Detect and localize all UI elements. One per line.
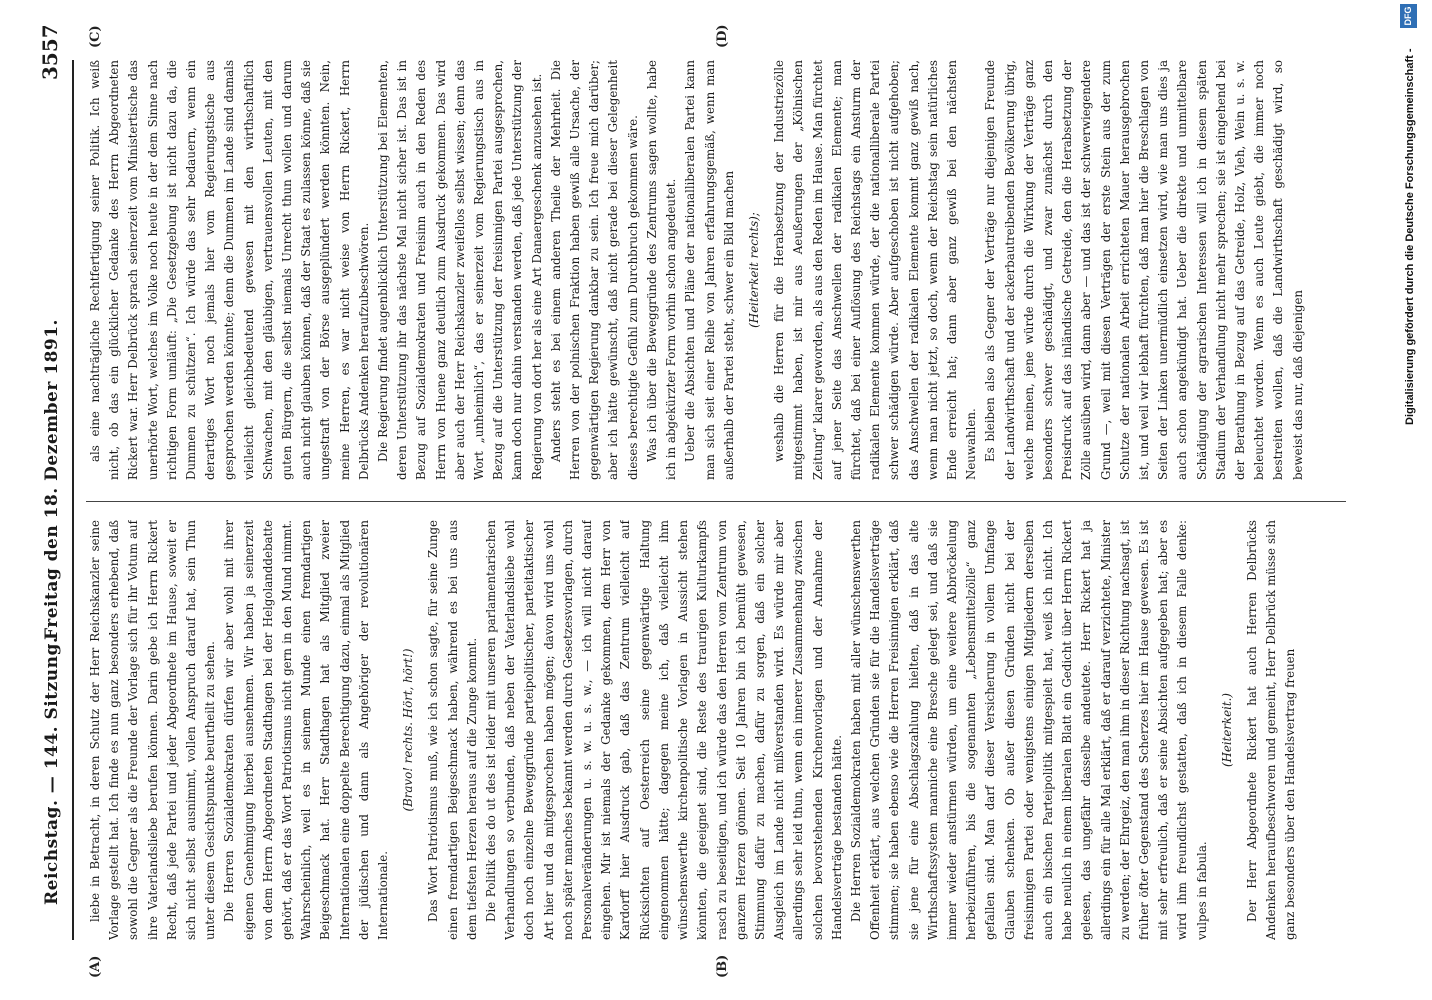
- paragraph: als eine nachträgliche Rechtfertigung seiner Politik. Ich weiß nicht, ob das ein glücklicher Gedanke des Herrn Abgeordneten Rickert war. Herr Delbrück sprach seinerzeit vom Ministertische das unerhörte Wort, welches im Volke noch heute in der dem Sinne nach richtigen Form umläuft: „Die Gesetzgebung ist nicht dazu da, die Dummen zu schützen“. Ich würde das sehr bedauern, wenn ein derartiges Wort noch jemals hier vom Regierungstische aus gesprochen werden könnte; denn die Dummen im Lande sind damals vielleicht gleichbedeutend gewesen mit den wirthschaftlich Schwachen, mit den gläubigen, vertrauensvollen Leuten, mit den guten Bürgern, die selbst niemals Unrecht thun wollen und darum auch nicht glauben können, daß der Staat es zulassen könne, daß sie ungestraft von der Börse ausgeplündert werden könnten. Nein, meine Herren, es war nicht weise von Herrn Rickert, Herrn Delbrücks Andenken heraufzubeschwören.: [88, 60, 371, 480]
- paragraph: Die Herren Sozialdemokraten haben mit aller wünschenswerthen Offenheit erklärt, aus welchen Gründen sie für die Handelsverträge stimmen; sie haben ebenso wie die Herren Freisinnigen erklärt, daß sie jene für eine Abschlagszahlung hielten, daß in das alte Wirthschaftssystem manniche eine Bresche gelegt sei, und daß sie immer wieder anstürmen würden, um eine weitere Abbröckelung herbeizuführen, bis die sogenannten „Lebensmittelzölle“ ganz gefallen sind. Man darf dieser Versicherung in vollem Umfange Glauben schenken. Ob außer diesen Gründen nicht bei der freisinnigen Partei oder wenigstens einigen Mitgliedern derselben auch ein bischen Parteipolitik mitgespielt hat, weiß ich nicht. Ich habe neulich in einem liberalen Blatt ein Gedicht über Herrn Rickert gelesen, das ungefähr dasselbe andeutete. Herr Rickert hat ja allerdings ein für alle Mal erklärt, daß er darauf verzichtete, Minister zu werden; der Ehrgeiz, den man ihm in dieser Richtung nachsagt, ist früher öfter Gegenstand des Scherzes hier im Hause gewesen. Es ist mit sehr erfreulich, daß er seine Absichten aufgegeben hat; aber es wird ihm freundlichst gestatten, daß ich in diesem Falle denke: vulpes in fabula.: [848, 520, 1209, 940]
- paragraph: Ueber die Absichten und Pläne der nationalliberalen Partei kann man sich seit einer Reihe von Jahren erfahrungsgemäß, wenn man außerhalb der Partei steht, schwer ein Bild machen: [683, 60, 736, 480]
- paragraph: Das Wort Patriotismus muß, wie ich schon sagte, für seine Zunge einen fremdartigen Beigeschmack haben, während es bei uns aus dem tiefsten Herzen heraus auf die Zunge kommt.: [426, 520, 479, 940]
- interjection: (Heiterkeit.): [1219, 693, 1234, 768]
- interjection: (Heiterkeit rechts);: [746, 212, 761, 328]
- column-divider: [86, 501, 1346, 502]
- margin-marker-c: (C): [88, 25, 103, 48]
- left-column: [86, 520, 1346, 940]
- paragraph: weshalb die Herren für die Herabsetzung der Industriezölle mitgestimmt haben, ist mir aus Aeußerungen der „Kölnischen Zeitung“ klarer geworden, als aus den Reden im Hause. Man fürchtet auf jener Seite das Anschwellen der radikalen Elemente; man fürchtet, daß bei einer Auflösung des Reichstags ein Ansturm der radikalen Elemente kommen würde, der die nationalliberale Partei schwer schädigen würde. Aber aufgeschoben ist nicht aufgehoben; das Anschwellen der radikalen Elemente kommt ganz gewiß nach, wenn man nicht jetzt, so doch, wenn der Reichstag sein natürliches Ende erreicht hat; dann aber ganz gewiß bei den nächsten Neuwahlen.: [772, 60, 979, 480]
- right-column: [86, 60, 1346, 480]
- paragraph: Es bleiben also als Gegner der Verträge nur diejenigen Freunde der Landwirthschaft und der ackerbautreibenden Bevölkerung übrig, welche meinen, jene würde durch die Wirkung der Verträge ganz besonders schwer geschädigt, und zwar zunächst durch den Preisdruck auf das inländische Getreide, den die Herabsetzung der Zölle ausüben wird, dann aber — und das ist der schwerwiegendere Grund —, weil mit diesen Verträgen der erste Stein aus der zum Schutze der nationalen Arbeit errichteten Mauer herausgebrochen ist, und weil wir lebhaft fürchten, daß man hier die Breschlagen von Seiten der Linken unermüdlich einsetzen wird, wie man uns dies ja auch schon angekündigt hat. Ueber die direkte und unmittelbare Schädigung der agrarischen Interessen will ich in diesem späten Stadium der Verhandlung nicht mehr sprechen; sie ist eingehend bei der Berathung in Bezug auf das Getreide, Holz, Vieh, Wein u. s. w. beleuchtet worden. Wenn es auch Leute giebt, die immer noch bestreiten wollen, daß die Landwirthschaft geschädigt wird, so beweist das nur, daß diejenigen: [983, 60, 1305, 480]
- paragraph: Die Regierung findet augenblicklich Unterstützung bei Elementen, deren Unterstützung ihr das nächste Mal nicht sicher ist. Das ist in Bezug auf Sozialdemokraten und Freisinn auch in den Reden des Herrn von Huene ganz deutlich zum Ausdruck gekommen. Das wird aber auch der Herr Reichskanzler zweifellos selbst wissen; denn das Wort „unheimlich“, das er seinerzeit vom Regierungstisch aus in Bezug auf die Unterstützung der freisinnigen Partei ausgesprochen, kann doch nur dahin verstanden werden, daß jede Unterstützung der Regierung von dort her als eine Art Danaergeschenk anzusehen ist.: [376, 60, 544, 480]
- paragraph: Der Herr Abgeordnete Rickert hat auch Herren Delbrücks Andenken heraufbeschworen und gemeint, Herr Delbrück müsse sich ganz besonders über den Handelsvertrag freuen: [1244, 520, 1298, 940]
- paragraph: Anders steht es bei einem anderen Theile der Mehrheit. Die Herren von der polnischen Fraktion haben gewiß alle Ursache, der gegenwärtigen Regierung dankbar zu sein. Ich freue mich darüber; aber ich hätte gewünscht, daß nicht gerade bei dieser Gelegenheit dieses berechtigte Gefühl zum Durchbruch gekommen wäre.: [548, 60, 640, 480]
- interjection: (Bravo! rechts. Hört, hört!): [401, 648, 416, 812]
- paragraph: Die Politik des do ut des ist leider mit unseren parlamentarischen Verhandlungen so verbunden, daß neben der Vaterlandsliebe wohl doch noch einzelne Beweggründe parteipolitischer, parteitaktischer Art hier und da mitgesprochen haben mögen; davon wird uns wohl noch später manches bekannt werden durch Gesetzesvorlagen, durch Personalveränderungen u. s. w. u. s. w., — ich will nicht darauf eingehen. Mir ist niemals der Gedanke gekommen, dem Herr von Kardorff hier Ausdruck gab, daß das Zentrum vielleicht auf Rücksichten auf Oesterreich seine gegenwärtige Haltung eingenommen hätte; dagegen meine ich, daß vielleicht ihm wünschenswerthe kirchenpolitische Vorlagen in Aussicht stehen könnten, die geeignet sind, die Reste des traurigen Kulturkampfs rasch zu beseitigen, und ich würde das den Herren vom Zentrum von ganzem Herzen gönnen. Seit 10 Jahren bin ich bemüht gewesen, Stimmung dafür zu machen, dafür zu sorgen, daß ein solcher Ausgleich im Lande nicht mißverstanden wird. Es würde mir aber allerdings sehr leid thun, wenn ein innerer Zusammenhang zwischen solchen bevorstehenden Kirchenvorlagen und der Annahme der Handelsverträge bestanden hätte.: [484, 520, 844, 940]
- margin-marker-d: (D): [715, 24, 730, 48]
- page-header: [0, 0, 80, 1000]
- paragraph: liebe in Betracht, in deren Schutz der Herr Reichskanzler seine Vorlage gestellt hat. Ich finde es nun ganz besonders erhebend, daß sowohl die Gegner als die Freunde der Vorlage sich für ihr Votum auf ihre Vaterlandsliebe berufen können. Darin gebe ich Herrn Rickert Recht, daß jede Partei und jeder Abgeordnete im Hause, soweit er sich nicht selbst ausnimmt, vollen Anspruch darauf hat, sein Thun unter diesem Gesichtspunkte beurtheilt zu sehen.: [88, 520, 218, 940]
- header-rule: [72, 60, 74, 940]
- header-date: Freitag den 18. Dezember 1891.: [42, 319, 62, 640]
- text-columns: [86, 60, 1346, 940]
- margin-marker-b: (B): [715, 954, 730, 978]
- margin-marker-a: (A): [88, 955, 103, 978]
- paragraph: Die Herren Sozialdemokraten dürfen wir aber wohl mit ihrer eigenen Genehmigung hierbei ausnehmen. Wir haben ja seinerzeit von dem Herrn Abgeordneten Stadthagen bei der Helgolanddebatte gehört, daß er das Wort Patriotismus nicht gern in den Mund nimmt. Wahrscheinlich, weil es in seinem Munde einen fremdartigen Beigeschmack hat. Herr Stadthagen hat als Mitglied zweier Internationalen eine doppelte Berechtigung dazu, einmal als Mitglied der jüdischen und dann als Angehöriger der revolutionären Internationale.: [222, 520, 391, 940]
- page-number: 3557: [38, 24, 62, 80]
- paragraph: Was ich über die Beweggründe des Zentrums sagen wollte, habe ich in abgekürzter Form vorhin schon angedeutet.: [644, 60, 679, 480]
- dfg-credit-text: Digitalisierung gefördert durch die Deutsche Forschungsgemeinschaft -: [1404, 48, 1416, 425]
- header-session: Reichstag. — 144. Sitzung.: [42, 636, 62, 905]
- digitization-sidebar: [1390, 0, 1432, 1000]
- dfg-logo: DFG: [1400, 4, 1417, 28]
